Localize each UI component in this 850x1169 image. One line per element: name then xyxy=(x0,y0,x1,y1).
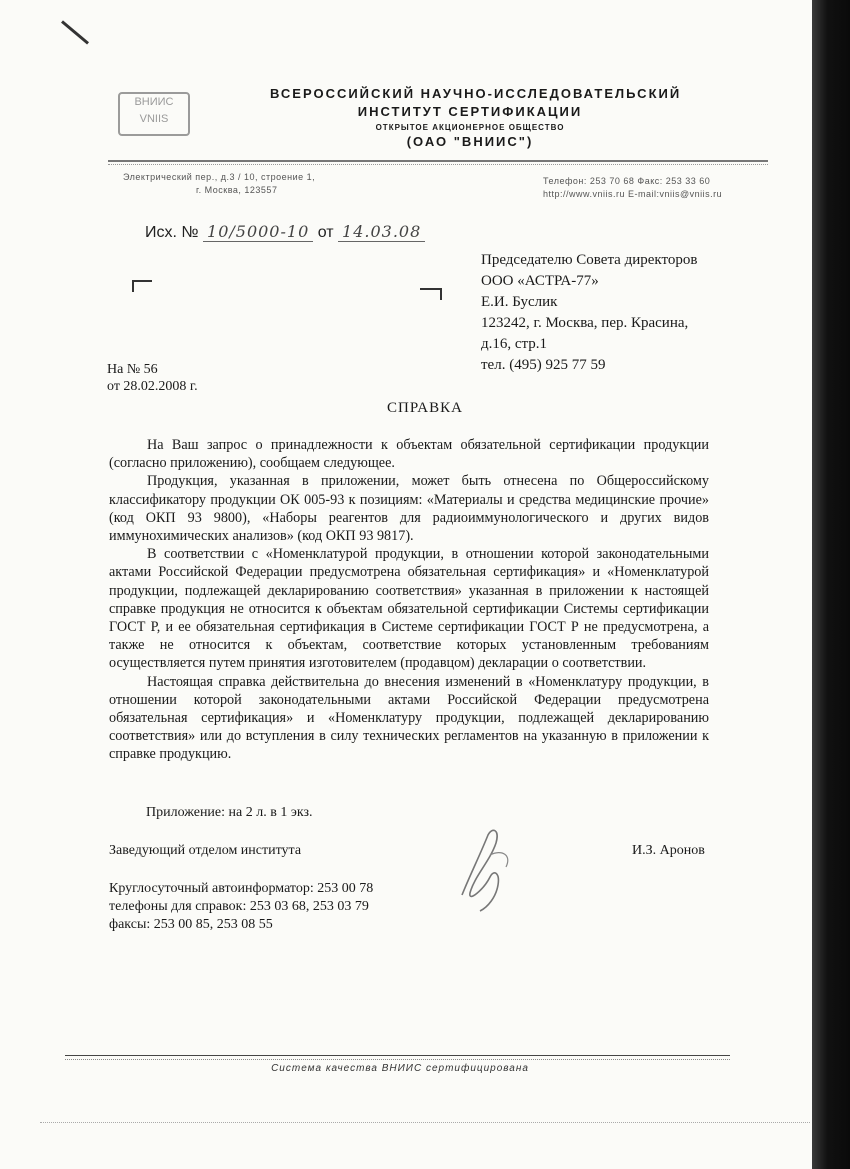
footer-rule-dotted xyxy=(65,1059,730,1060)
body-paragraph: Продукция, указанная в приложении, может быть отнесена по Общероссийскому классификатору продукции ОК 005-93 к позициям: «Материалы и средства медицинские прочие» (код ОКП 93 9800), «Наборы реагентов для радиоиммунологического и других видов иммунохимических анализов» (код ОКП 93 9817). xyxy=(109,473,709,545)
reference-date: 14.03.08 xyxy=(338,222,425,242)
institute-short-name: (ОАО "ВНИИС") xyxy=(406,134,534,149)
contact-line: Круглосуточный автоинформатор: 253 00 78 xyxy=(109,881,374,896)
addressee-block xyxy=(481,250,731,376)
contacts-block xyxy=(109,880,373,934)
header-rule xyxy=(108,160,768,162)
reference-prefix: Исх. № xyxy=(145,224,199,241)
contact-line: факсы: 253 00 85, 253 08 55 xyxy=(109,917,273,932)
address-corner-mark-left xyxy=(132,280,152,292)
logo-line-2: VNIIS xyxy=(139,113,169,125)
document-title: СПРАВКА xyxy=(387,400,463,416)
in-reply-date: от 28.02.2008 г. xyxy=(107,379,198,394)
addressee-line: д.16, стр.1 xyxy=(481,336,548,352)
body-paragraph: В соответствии с «Номенклатурой продукции, в отношении которой законодательными актами Российской Федерации предусмотрена обязательная сертификация» и «Номенклатурой продукции, подлежащей декларированию соответствия» указанная в приложении к настоящей справке продукция не относится к объектам обязательной сертификации Системы сертификации ГОСТ Р, и ее обязательная сертификация в Системе сертификации ГОСТ Р не предусмотрена, а также не относится к объектам, соответствие которых установленным требованиям осуществляется путем принятия изготовителем (продавцом) декларации о соответствии. xyxy=(109,546,709,672)
signatory-name: И.З. Аронов xyxy=(632,843,705,858)
institute-legal-form: ОТКРЫТОЕ АКЦИОНЕРНОЕ ОБЩЕСТВО xyxy=(375,123,565,132)
document-body xyxy=(109,436,709,764)
body-paragraph: На Ваш запрос о принадлежности к объектам обязательной сертификации продукции (согласно приложению), сообщаем следующее. xyxy=(109,437,709,472)
outgoing-reference xyxy=(145,222,425,242)
quality-system-footer: Система качества ВНИИС сертифицирована xyxy=(271,1063,529,1074)
institute-phone-fax: Телефон: 253 70 68 Факс: 253 33 60 xyxy=(543,176,711,186)
scan-dark-edge xyxy=(812,0,850,1169)
institute-name-line-2: ИНСТИТУТ СЕРТИФИКАЦИИ xyxy=(357,104,583,119)
institute-logo xyxy=(118,92,190,136)
institute-address-line-1: Электрический пер., д.3 / 10, строение 1, xyxy=(123,172,316,182)
address-corner-mark-right xyxy=(420,288,442,300)
attachment-note: Приложение: на 2 л. в 1 экз. xyxy=(146,805,313,820)
institute-name-line-1: ВСЕРОССИЙСКИЙ НАУЧНО-ИССЛЕДОВАТЕЛЬСКИЙ xyxy=(270,86,682,101)
in-reply-number: На № 56 xyxy=(107,362,158,377)
handwritten-signature xyxy=(440,815,530,915)
body-paragraph: Настоящая справка действительна до внесения изменений в «Номенклатуру продукции, в отношении которой законодательными актами Российской Федерации предусмотрена обязательная сертификация» и «Номенклатуру продукции, подлежащей декларированию соответствия» или до вступления в силу технических регламентов на указанную в приложении к справке продукцию. xyxy=(109,673,709,763)
page-bottom-rule xyxy=(40,1122,810,1123)
reference-date-prefix: от xyxy=(317,224,334,241)
signatory-position: Заведующий отделом института xyxy=(109,843,302,858)
in-reply-to xyxy=(107,361,198,395)
header-rule-dotted xyxy=(108,164,768,165)
logo-line-1: ВНИИС xyxy=(134,96,174,108)
scan-scratch xyxy=(61,20,89,44)
addressee-line: тел. (495) 925 77 59 xyxy=(481,357,606,373)
addressee-line: Е.И. Буслик xyxy=(481,294,558,310)
addressee-line: 123242, г. Москва, пер. Красина, xyxy=(481,315,689,331)
reference-number: 10/5000-10 xyxy=(203,222,313,242)
institute-web-email: http://www.vniis.ru E-mail:vniis@vniis.ru xyxy=(543,189,723,199)
footer-rule xyxy=(65,1055,730,1056)
institute-address-line-2: г. Москва, 123557 xyxy=(196,185,278,195)
addressee-line: ООО «АСТРА-77» xyxy=(481,273,599,289)
contact-line: телефоны для справок: 253 03 68, 253 03 79 xyxy=(109,899,369,914)
addressee-line: Председателю Совета директоров xyxy=(481,252,698,268)
